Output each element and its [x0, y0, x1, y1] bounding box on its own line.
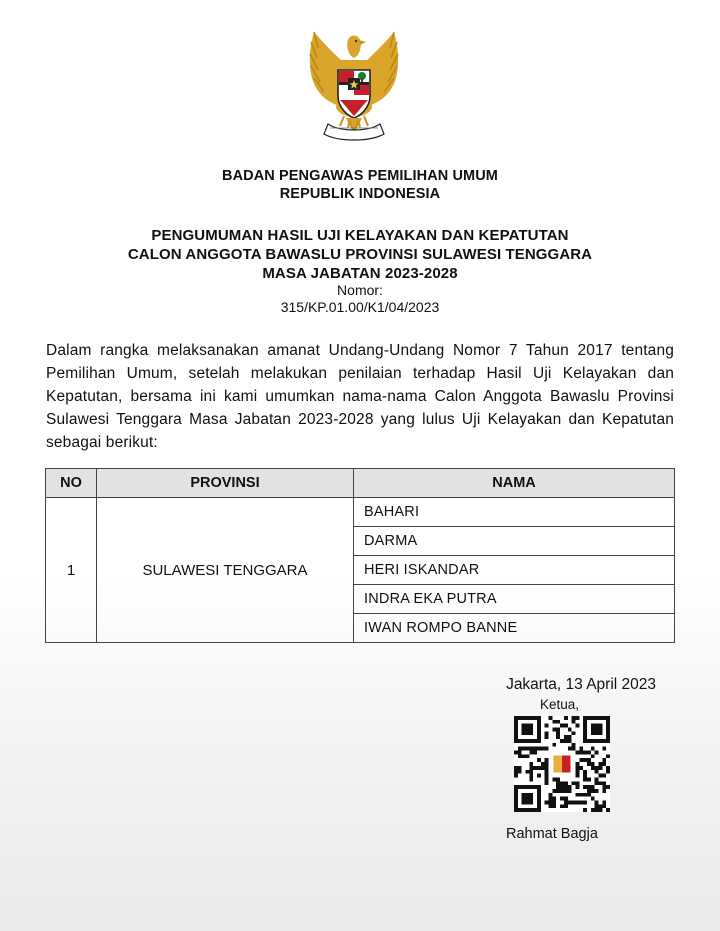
institution-name: BADAN PENGAWAS PEMILIHAN UMUM — [222, 168, 498, 184]
garuda-emblem-icon — [300, 28, 408, 146]
row-province: SULAWESI TENGGARA — [97, 498, 354, 643]
header-provinsi: PROVINSI — [97, 469, 354, 498]
title-line-1: PENGUMUMAN HASIL UJI KELAYAKAN DAN KEPATUTAN — [151, 227, 569, 244]
nomor-value: 315/KP.01.00/K1/04/2023 — [280, 299, 440, 315]
candidate-name: HERI ISKANDAR — [354, 556, 675, 585]
candidate-name: IWAN ROMPO BANNE — [354, 614, 675, 643]
document-number — [0, 282, 720, 316]
qr-code-icon — [514, 716, 610, 812]
candidate-name: DARMA — [354, 527, 675, 556]
title-line-2: CALON ANGGOTA BAWASLU PROVINSI SULAWESI TENGGARA — [127, 246, 593, 263]
table-header-row — [46, 469, 675, 498]
signer-role: Ketua, — [540, 697, 580, 712]
candidate-name: BAHARI — [354, 498, 675, 527]
candidate-name: INDRA EKA PUTRA — [354, 585, 675, 614]
nomor-label: Nomor: — [337, 282, 383, 298]
place-date: Jakarta, 13 April 2023 — [506, 676, 656, 693]
title-line-3: MASA JABATAN 2023-2028 — [262, 265, 458, 282]
institution-heading — [0, 167, 720, 203]
body-paragraph: Dalam rangka melaksanakan amanat Undang-Undang Nomor 7 Tahun 2017 tentang Pemilihan Umum, setelah melakukan penilaian terhadap Hasil Uji Kelayakan dan Kepatutan, bersama ini kami umumkan nama-nama Calon Anggota Bawaslu Provinsi Sulawesi Tenggara Masa Jabatan 2023-2028 yang lulus Uji Kelayakan dan Kepatutan sebagai berikut: — [46, 342, 674, 451]
signer-name: Rahmat Bagja — [506, 826, 598, 842]
results-table — [45, 468, 675, 643]
institution-country: REPUBLIK INDONESIA — [279, 186, 441, 202]
row-number: 1 — [46, 498, 97, 643]
table-row — [46, 498, 675, 527]
header-no: NO — [46, 469, 97, 498]
header-nama: NAMA — [354, 469, 675, 498]
announcement-title — [0, 226, 720, 283]
